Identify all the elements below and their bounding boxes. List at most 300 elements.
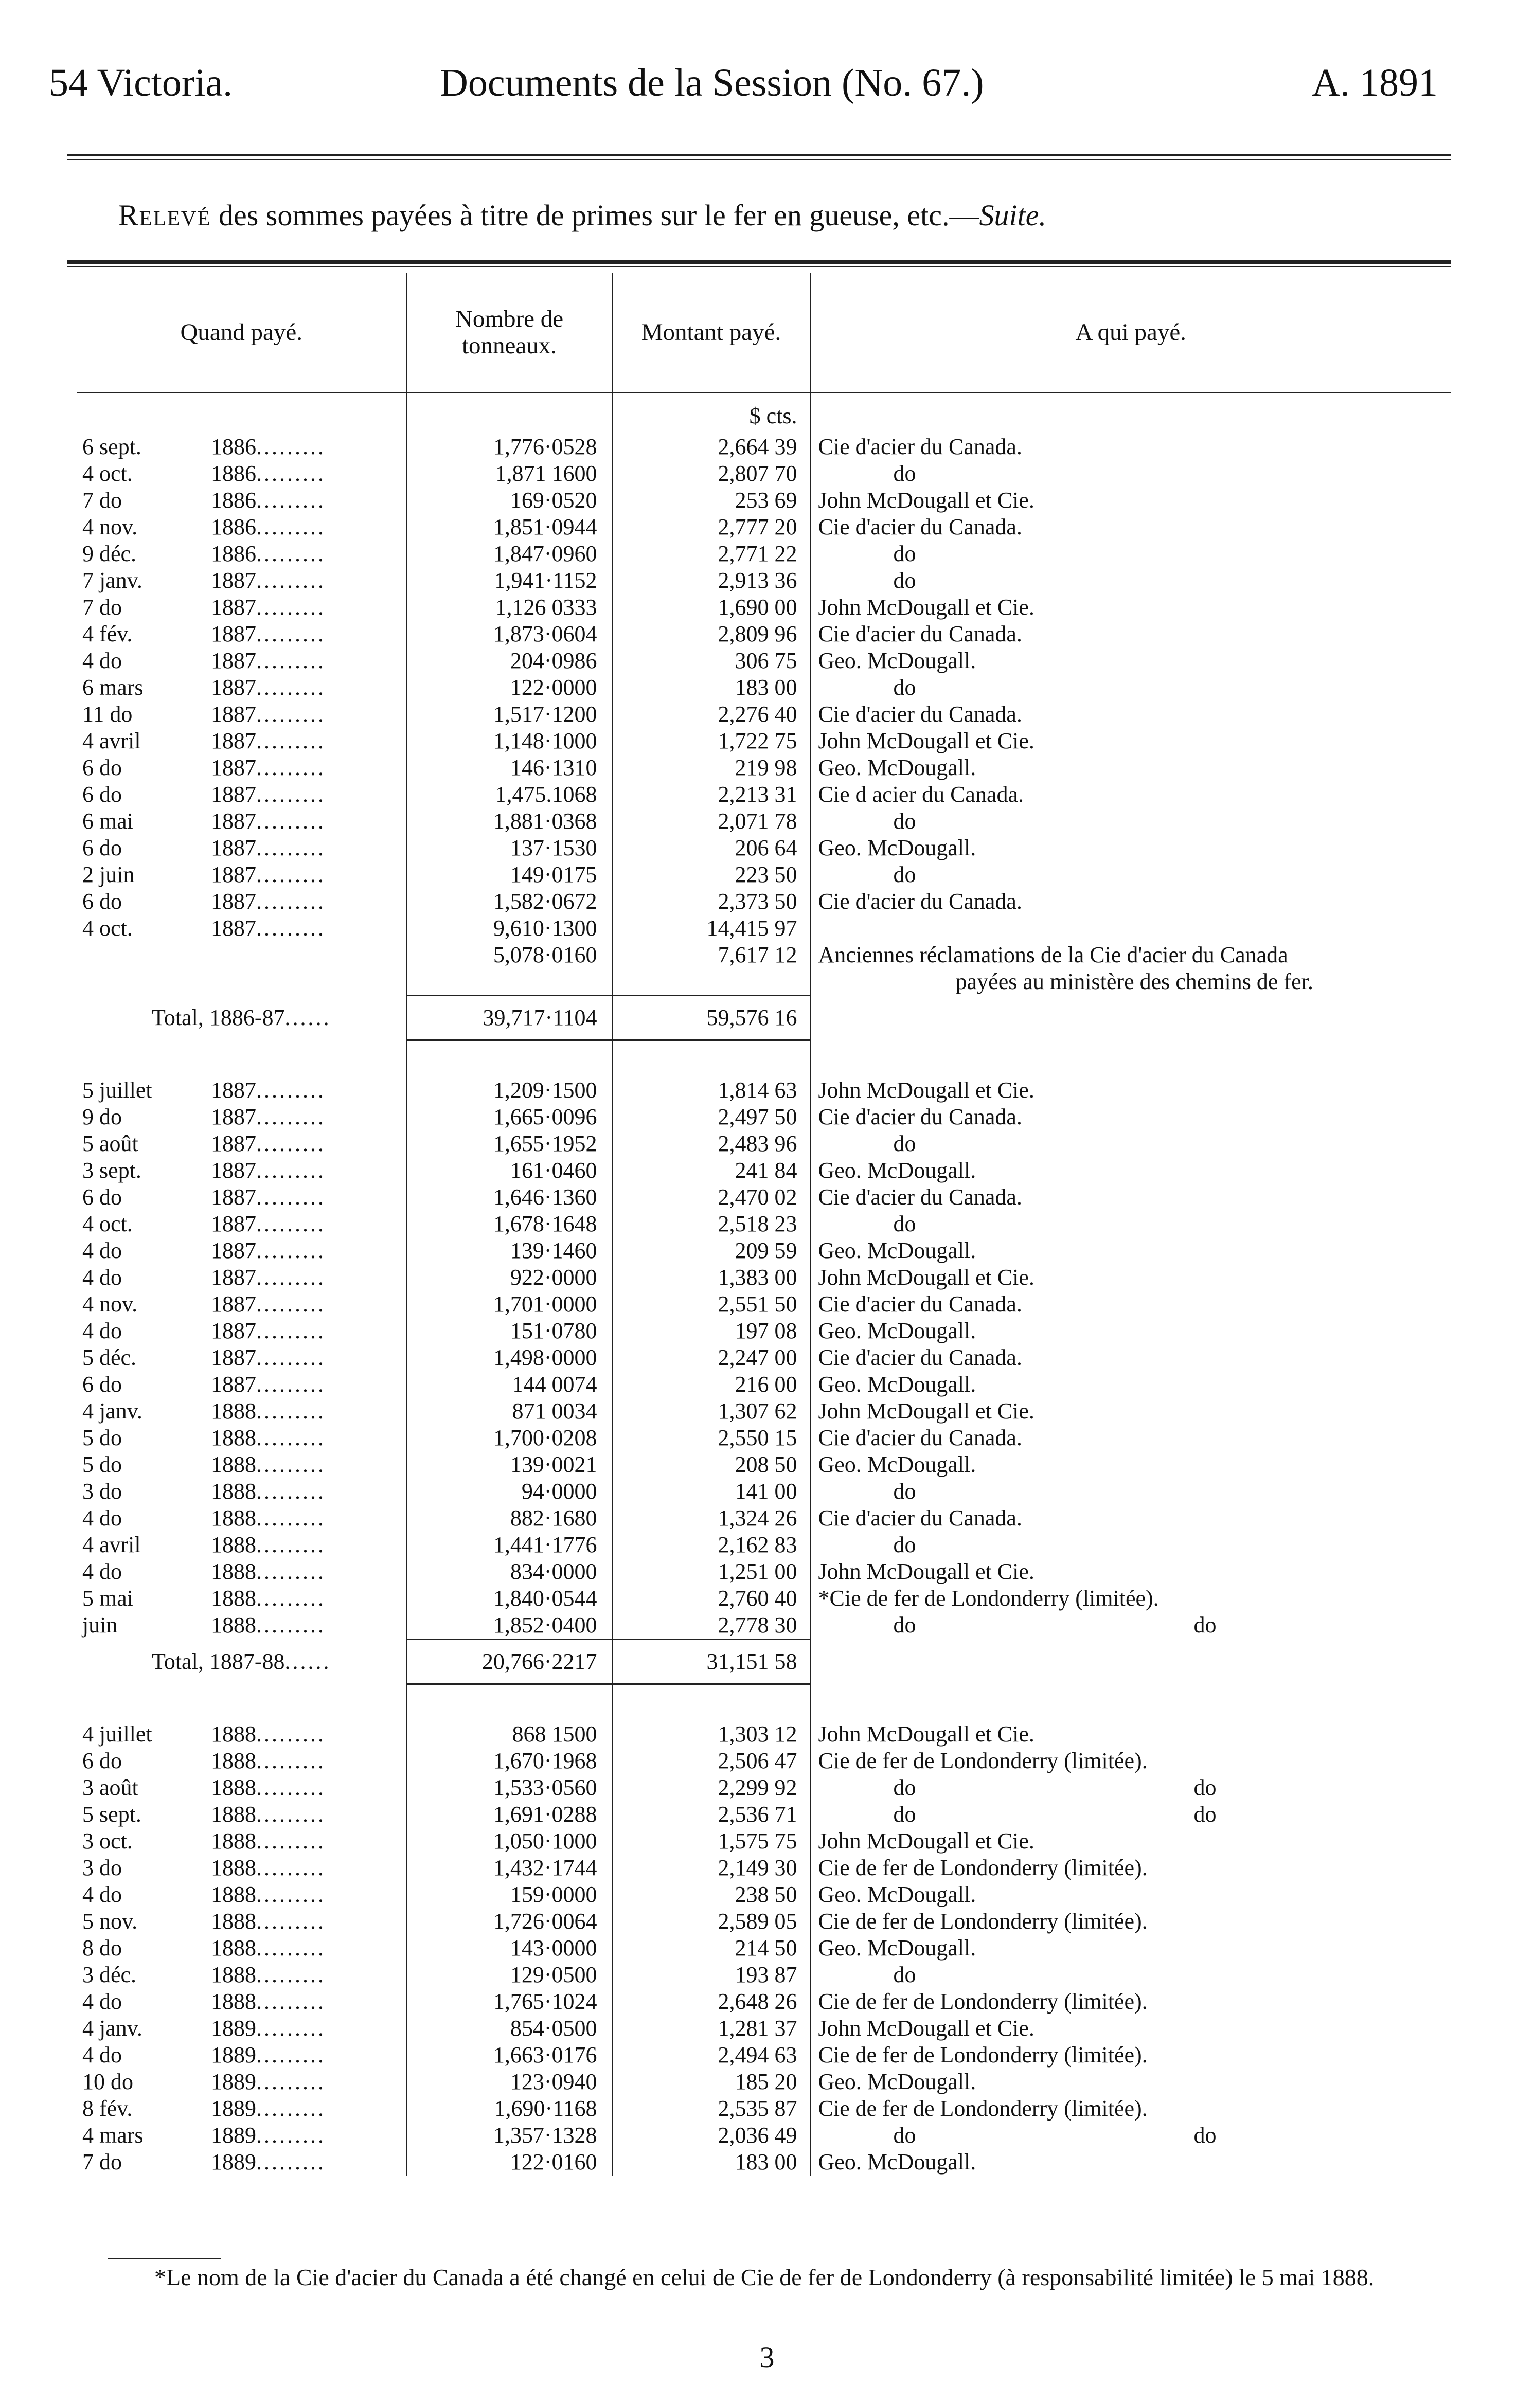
payment-year: 1887 — [211, 782, 256, 807]
payee-note — [810, 942, 1451, 995]
payee: John McDougall et Cie. — [810, 1264, 1451, 1291]
table-row — [77, 1104, 1451, 1130]
payment-day: 5 mai — [82, 1585, 133, 1611]
amount-paid: 2,550 15 — [612, 1425, 810, 1451]
payment-day: 10 do — [82, 2069, 133, 2094]
leader-dots: ......... — [256, 568, 326, 593]
payee: Cie d acier du Canada. — [810, 781, 1451, 808]
payee: Cie d'acier du Canada. — [810, 1425, 1451, 1451]
payment-day: 4 nov. — [82, 1291, 138, 1317]
gap-cell — [406, 1040, 612, 1077]
tonnage: 868 1500 — [406, 1721, 612, 1748]
payment-year: 1889 — [211, 2042, 256, 2068]
tonnage: 1,209·1500 — [406, 1077, 612, 1104]
header-volume: 54 Victoria. — [49, 61, 233, 104]
payment-date — [77, 1478, 406, 1505]
payment-date — [77, 621, 406, 648]
payment-year: 1889 — [211, 2095, 256, 2121]
table-row — [77, 1962, 1451, 1988]
leader-dots: ......... — [256, 2122, 326, 2148]
payment-date — [77, 781, 406, 808]
payment-date-empty — [77, 942, 406, 995]
payment-day: 8 fév. — [82, 2095, 133, 2121]
payment-date — [77, 2042, 406, 2069]
payee: Cie d'acier du Canada. — [810, 1505, 1451, 1532]
tonnage: 151·0780 — [406, 1318, 612, 1344]
header-year: A. 1891 — [1312, 61, 1438, 104]
payment-day: 6 do — [82, 889, 122, 914]
payment-date — [77, 1318, 406, 1344]
leader-dots: ......... — [256, 835, 326, 860]
table-row — [77, 1721, 1451, 1748]
payment-year: 1887 — [211, 862, 256, 887]
payment-day: 7 do — [82, 2149, 122, 2175]
payment-year: 1886 — [211, 488, 256, 513]
payment-date — [77, 1532, 406, 1558]
table-row — [77, 674, 1451, 701]
payment-day: 11 do — [82, 702, 133, 727]
amount-paid: 2,149 30 — [612, 1855, 810, 1881]
payment-day: 3 déc. — [82, 1962, 137, 1987]
payment-year: 1887 — [211, 1104, 256, 1129]
payment-date — [77, 1505, 406, 1532]
tonnage: 159·0000 — [406, 1881, 612, 1908]
tonnage: 1,663·0176 — [406, 2042, 612, 2069]
payment-date — [77, 1184, 406, 1211]
header-session: Documents de la Session (No. 67.) — [440, 61, 984, 104]
footnote-rule — [108, 2258, 221, 2259]
amount-paid: 1,324 26 — [612, 1505, 810, 1532]
amount-paid: 2,213 31 — [612, 781, 810, 808]
payee: Cie d'acier du Canada. — [810, 1104, 1451, 1130]
payment-day: 4 avril — [82, 1532, 141, 1557]
table-row — [77, 1988, 1451, 2015]
amount-paid: 1,383 00 — [612, 1264, 810, 1291]
payment-date — [77, 1558, 406, 1585]
leader-dots: ......... — [256, 1264, 326, 1290]
payment-day: 4 avril — [82, 728, 141, 753]
amount-paid: 209 59 — [612, 1237, 810, 1264]
payment-date — [77, 728, 406, 754]
payee-ditto: do — [893, 2122, 916, 2148]
amount-paid: 216 00 — [612, 1371, 810, 1398]
payment-date — [77, 1237, 406, 1264]
payment-year: 1887 — [211, 1318, 256, 1343]
amount-paid: 2,036 49 — [612, 2122, 810, 2149]
tonnage: 122·0000 — [406, 674, 612, 701]
payment-date — [77, 1291, 406, 1318]
payment-year: 1887 — [211, 808, 256, 834]
amount-paid: 2,494 63 — [612, 2042, 810, 2069]
payment-date — [77, 674, 406, 701]
tonnage: 871 0034 — [406, 1398, 612, 1425]
header-rule — [67, 154, 1451, 156]
leader-dots: ......... — [256, 1398, 326, 1424]
payment-date — [77, 1264, 406, 1291]
tonnage: 1,533·0560 — [406, 1774, 612, 1801]
amount-paid: 7,617 12 — [612, 942, 810, 995]
leader-dots: ......... — [256, 434, 326, 459]
payment-day: 6 do — [82, 835, 122, 860]
table-row — [77, 1344, 1451, 1371]
table-row — [77, 728, 1451, 754]
payee: Cie de fer de Londonderry (limitée). — [810, 1748, 1451, 1774]
amount-paid: 2,299 92 — [612, 1774, 810, 1801]
tonnage: 204·0986 — [406, 648, 612, 674]
tonnage: 5,078·0160 — [406, 942, 612, 995]
payment-year: 1886 — [211, 541, 256, 566]
payment-date — [77, 1077, 406, 1104]
payment-date — [77, 1104, 406, 1130]
payment-date — [77, 594, 406, 621]
tonnage: 122·0160 — [406, 2149, 612, 2176]
payee-ditto: do — [893, 1801, 916, 1827]
tonnage: 146·1310 — [406, 754, 612, 781]
payment-year: 1889 — [211, 2069, 256, 2094]
leader-dots: ......... — [256, 1371, 326, 1397]
col-tons: Nombre de tonneaux. — [406, 273, 612, 393]
payment-year: 1887 — [211, 755, 256, 780]
tonnage: 1,582·0672 — [406, 888, 612, 915]
payment-date — [77, 1451, 406, 1478]
payee: Cie d'acier du Canada. — [810, 701, 1451, 728]
table-row — [77, 888, 1451, 915]
payment-year: 1887 — [211, 675, 256, 700]
gap-cell — [810, 1040, 1451, 1077]
table-row — [77, 835, 1451, 861]
payment-day: 4 do — [82, 1505, 122, 1531]
payment-day: 4 fév. — [82, 621, 133, 646]
amount-paid: 206 64 — [612, 835, 810, 861]
payment-day: 6 mars — [82, 675, 144, 700]
table-row — [77, 648, 1451, 674]
payment-date — [77, 835, 406, 861]
payee — [810, 915, 1451, 942]
payment-year: 1888 — [211, 1558, 256, 1584]
gap-cell — [810, 1684, 1451, 1721]
payment-date — [77, 1211, 406, 1237]
currency-spacer — [810, 393, 1451, 434]
gap-cell — [77, 1040, 406, 1077]
payee-note-line2: payées au ministère des chemins de fer. — [955, 969, 1313, 994]
tonnage: 1,873·0604 — [406, 621, 612, 648]
payee: John McDougall et Cie. — [810, 1558, 1451, 1585]
payment-year: 1887 — [211, 1291, 256, 1317]
payment-date — [77, 1425, 406, 1451]
payee: Geo. McDougall. — [810, 1451, 1451, 1478]
tonnage: 149·0175 — [406, 861, 612, 888]
tonnage: 1,498·0000 — [406, 1344, 612, 1371]
table-row — [77, 1855, 1451, 1881]
payment-year: 1889 — [211, 2122, 256, 2148]
tonnage: 1,646·1360 — [406, 1184, 612, 1211]
payment-day: 3 sept. — [82, 1157, 141, 1183]
leader-dots: ...... — [284, 1004, 331, 1030]
table-row — [77, 1612, 1451, 1640]
premiums-table — [77, 273, 1451, 2176]
payment-year: 1888 — [211, 1774, 256, 1800]
payee: Cie d'acier du Canada. — [810, 888, 1451, 915]
payment-date — [77, 2149, 406, 2176]
payment-date — [77, 1130, 406, 1157]
total-label-text: Total, 1887-88 — [152, 1648, 285, 1674]
leader-dots: ......... — [256, 2149, 326, 2175]
gap-cell — [77, 1684, 406, 1721]
total-label — [77, 1639, 406, 1684]
table-row — [77, 1077, 1451, 1104]
payee: Geo. McDougall. — [810, 1935, 1451, 1962]
payment-day: 7 do — [82, 488, 122, 513]
leader-dots: ......... — [256, 1585, 326, 1611]
payment-day: 3 do — [82, 1478, 122, 1504]
table-row — [77, 1532, 1451, 1558]
amount-paid: 185 20 — [612, 2069, 810, 2095]
amount-paid: 1,251 00 — [612, 1558, 810, 1585]
leader-dots: ......... — [256, 488, 326, 513]
title-text: des sommes payées à titre de primes sur le fer en gueuse, etc.— — [211, 199, 979, 232]
payment-date — [77, 1774, 406, 1801]
payee: John McDougall et Cie. — [810, 487, 1451, 514]
payee: Geo. McDougall. — [810, 1157, 1451, 1184]
currency-row — [77, 393, 1451, 434]
payment-day: 5 déc. — [82, 1344, 137, 1370]
table-row — [77, 781, 1451, 808]
tonnage: 1,847·0960 — [406, 541, 612, 567]
payment-year: 1888 — [211, 1828, 256, 1854]
payment-day: 4 janv. — [82, 2015, 142, 2041]
table-row — [77, 460, 1451, 487]
tonnage: 1,690·1168 — [406, 2095, 612, 2122]
payee: John McDougall et Cie. — [810, 728, 1451, 754]
payment-year: 1887 — [211, 1371, 256, 1397]
payment-day: 9 déc. — [82, 541, 137, 566]
leader-dots: ......... — [256, 461, 326, 486]
total-label — [77, 995, 406, 1040]
leader-dots: ......... — [256, 755, 326, 780]
payment-day: 4 do — [82, 1264, 122, 1290]
table-row — [77, 2042, 1451, 2069]
amount-paid: 14,415 97 — [612, 915, 810, 942]
tonnage: 169·0520 — [406, 487, 612, 514]
table-row — [77, 1451, 1451, 1478]
payment-day: 6 do — [82, 1748, 122, 1773]
payment-year: 1887 — [211, 1264, 256, 1290]
table-row — [77, 1264, 1451, 1291]
total-label-text: Total, 1886-87 — [152, 1004, 285, 1030]
leader-dots: ......... — [256, 1157, 326, 1183]
payee: do — [810, 1532, 1451, 1558]
payee-ditto-second: do — [1193, 1612, 1217, 1638]
gap-cell — [612, 1684, 810, 1721]
payee: Geo. McDougall. — [810, 648, 1451, 674]
tonnage: 143·0000 — [406, 1935, 612, 1962]
payee: do — [810, 1130, 1451, 1157]
amount-paid: 1,575 75 — [612, 1828, 810, 1855]
table-row — [77, 1237, 1451, 1264]
table-row — [77, 1774, 1451, 1801]
tonnage: 123·0940 — [406, 2069, 612, 2095]
leader-dots: ......... — [256, 1318, 326, 1343]
payment-year: 1887 — [211, 889, 256, 914]
payment-date — [77, 1801, 406, 1828]
leader-dots: ......... — [256, 1291, 326, 1317]
tonnage: 9,610·1300 — [406, 915, 612, 942]
payee: do — [810, 861, 1451, 888]
payment-year: 1888 — [211, 1425, 256, 1450]
amount-paid: 2,809 96 — [612, 621, 810, 648]
table-row — [77, 2015, 1451, 2042]
table-row — [77, 861, 1451, 888]
table-row — [77, 2149, 1451, 2176]
table-row — [77, 621, 1451, 648]
section-gap — [77, 1040, 1451, 1077]
payment-year: 1886 — [211, 514, 256, 540]
tonnage: 1,765·1024 — [406, 1988, 612, 2015]
leader-dots: ......... — [256, 621, 326, 646]
leader-dots: ......... — [256, 1558, 326, 1584]
amount-paid: 2,276 40 — [612, 701, 810, 728]
payment-day: 5 juillet — [82, 1077, 152, 1103]
payee: do — [810, 1478, 1451, 1505]
amount-paid: 2,373 50 — [612, 888, 810, 915]
payee: Geo. McDougall. — [810, 2149, 1451, 2176]
payee: John McDougall et Cie. — [810, 2015, 1451, 2042]
amount-paid: 1,281 37 — [612, 2015, 810, 2042]
title-rule-thick — [67, 260, 1451, 264]
leader-dots: ......... — [256, 675, 326, 700]
payment-date — [77, 1935, 406, 1962]
amount-paid: 2,247 00 — [612, 1344, 810, 1371]
leader-dots: ......... — [256, 1344, 326, 1370]
tonnage: 1,475.1068 — [406, 781, 612, 808]
payment-year: 1888 — [211, 1532, 256, 1557]
tonnage: 882·1680 — [406, 1505, 612, 1532]
table-row — [77, 1908, 1451, 1935]
payment-date — [77, 487, 406, 514]
payment-year: 1887 — [211, 648, 256, 673]
leader-dots: ......... — [256, 915, 326, 941]
leader-dots: ......... — [256, 1505, 326, 1531]
table-row — [77, 1935, 1451, 1962]
payee: do — [810, 1211, 1451, 1237]
amount-paid: 2,518 23 — [612, 1211, 810, 1237]
amount-paid: 1,690 00 — [612, 594, 810, 621]
amount-paid: 214 50 — [612, 1935, 810, 1962]
tonnage: 1,148·1000 — [406, 728, 612, 754]
col-when: Quand payé. — [77, 273, 406, 393]
payee: Cie de fer de Londonderry (limitée). — [810, 2095, 1451, 2122]
payment-year: 1887 — [211, 568, 256, 593]
leader-dots: ......... — [256, 1855, 326, 1880]
amount-paid: 241 84 — [612, 1157, 810, 1184]
payee: Cie de fer de Londonderry (limitée). — [810, 2042, 1451, 2069]
payment-year: 1887 — [211, 1211, 256, 1236]
amount-paid: 2,913 36 — [612, 567, 810, 594]
currency-spacer — [406, 393, 612, 434]
payment-day: 8 do — [82, 1935, 122, 1961]
payment-year: 1887 — [211, 915, 256, 941]
amount-paid: 2,536 71 — [612, 1801, 810, 1828]
payment-day: 9 do — [82, 1104, 122, 1129]
leader-dots: ......... — [256, 1237, 326, 1263]
payment-date — [77, 1157, 406, 1184]
amount-paid: 141 00 — [612, 1478, 810, 1505]
amount-paid: 2,483 96 — [612, 1130, 810, 1157]
payee: do — [810, 1962, 1451, 1988]
table-row — [77, 1184, 1451, 1211]
payment-year: 1888 — [211, 1585, 256, 1611]
tonnage: 1,517·1200 — [406, 701, 612, 728]
payee: do — [810, 808, 1451, 835]
payee: Geo. McDougall. — [810, 754, 1451, 781]
amount-paid: 2,648 26 — [612, 1988, 810, 2015]
table-row — [77, 594, 1451, 621]
amount-paid: 2,506 47 — [612, 1748, 810, 1774]
payment-day: 5 do — [82, 1425, 122, 1450]
table-title — [118, 198, 1404, 232]
payment-date — [77, 1988, 406, 2015]
payment-day: 7 janv. — [82, 568, 142, 593]
table-row — [77, 434, 1451, 460]
tonnage: 1,776·0528 — [406, 434, 612, 460]
payment-day: 4 do — [82, 1988, 122, 2014]
payment-year: 1888 — [211, 1748, 256, 1773]
payee — [810, 1774, 1451, 1801]
payment-date — [77, 1721, 406, 1748]
tonnage: 1,441·1776 — [406, 1532, 612, 1558]
payment-date — [77, 808, 406, 835]
amount-paid: 2,497 50 — [612, 1104, 810, 1130]
payee-ditto: do — [893, 1774, 916, 1800]
payment-year: 1889 — [211, 2149, 256, 2175]
tonnage: 1,851·0944 — [406, 514, 612, 541]
payment-year: 1887 — [211, 595, 256, 620]
leader-dots: ......... — [256, 808, 326, 834]
amount-paid: 253 69 — [612, 487, 810, 514]
payee — [810, 1801, 1451, 1828]
tonnage: 1,665·0096 — [406, 1104, 612, 1130]
amount-paid: 2,162 83 — [612, 1532, 810, 1558]
leader-dots: ......... — [256, 541, 326, 566]
payment-year: 1887 — [211, 621, 256, 646]
header-rule-thin — [67, 159, 1451, 160]
amount-paid: 2,589 05 — [612, 1908, 810, 1935]
payee: Cie d'acier du Canada. — [810, 514, 1451, 541]
payee — [810, 1612, 1451, 1640]
payee-ditto-second: do — [1193, 1774, 1217, 1800]
table-row — [77, 915, 1451, 942]
tonnage: 144 0074 — [406, 1371, 612, 1398]
payment-day: 4 do — [82, 648, 122, 673]
total-row — [77, 995, 1451, 1040]
currency-spacer — [77, 393, 406, 434]
payee: Cie d'acier du Canada. — [810, 434, 1451, 460]
payment-date — [77, 1585, 406, 1612]
payee: Geo. McDougall. — [810, 1318, 1451, 1344]
tonnage: 137·1530 — [406, 835, 612, 861]
payment-date — [77, 2015, 406, 2042]
amount-paid: 2,551 50 — [612, 1291, 810, 1318]
payee: do — [810, 460, 1451, 487]
payment-year: 1887 — [211, 1077, 256, 1103]
payee: Geo. McDougall. — [810, 1881, 1451, 1908]
payment-year: 1888 — [211, 1398, 256, 1424]
total-payee-empty — [810, 995, 1451, 1040]
leader-dots: ......... — [256, 728, 326, 753]
amount-paid: 193 87 — [612, 1962, 810, 1988]
payment-date — [77, 460, 406, 487]
leader-dots: ......... — [256, 889, 326, 914]
